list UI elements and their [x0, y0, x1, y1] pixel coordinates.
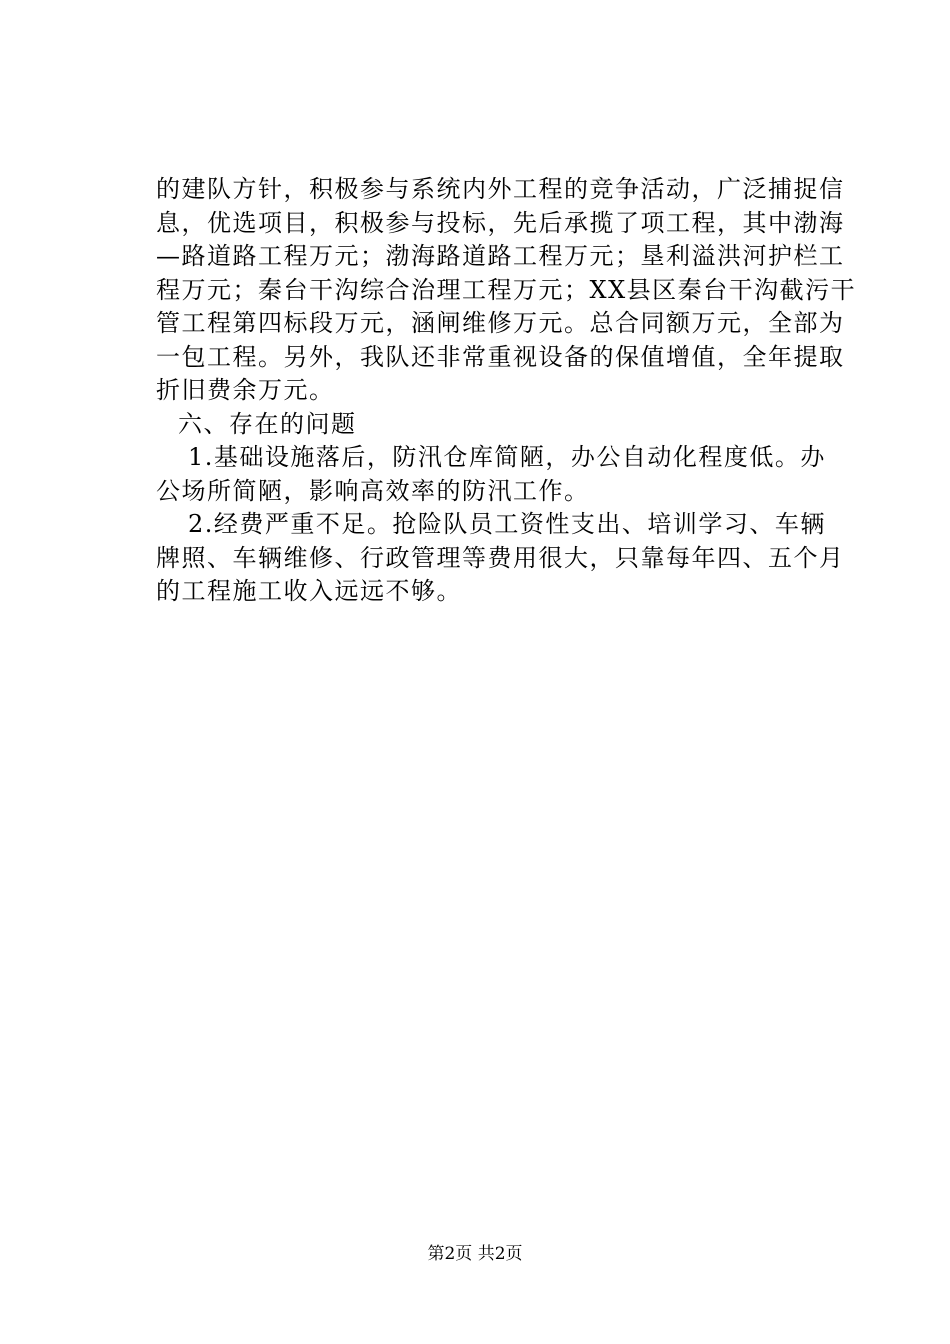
paragraph-line: 的建队方针，积极参与系统内外工程的竞争活动，广泛捕捉信 [156, 175, 845, 203]
paragraph-line: 折旧费余万元。 [156, 376, 335, 404]
list-item-line: 牌照、车辆维修、行政管理等费用很大，只靠每年四、五个月 [156, 543, 845, 572]
list-item-line: 公场所简陋，影响高效率的防汛工作。 [156, 476, 590, 505]
paragraph-line: 管工程第四标段万元，涵闸维修万元。总合同额万元，全部为 [156, 309, 845, 337]
page-number-footer: 第2页 共2页 [427, 1244, 523, 1264]
list-item [156, 441, 836, 508]
paragraph-line: 息，优选项目，积极参与投标，先后承揽了项工程，其中渤海 [156, 208, 845, 237]
list-item-line: 1.基础设施落后，防汛仓库简陋，办公自动化程度低。办 [188, 443, 826, 471]
paragraph-line: 程万元；秦台干沟综合治理工程万元；XX县区秦台干沟截污干 [156, 275, 857, 304]
list-item [156, 508, 845, 609]
paragraph [156, 173, 857, 408]
document-body [156, 173, 857, 609]
list-item-line: 2.经费严重不足。抢险队员工资性支出、培训学习、车辆 [188, 510, 826, 538]
list-item-line: 的工程施工收入远远不够。 [156, 577, 462, 605]
paragraph-line: —路道路工程万元；渤海路道路工程万元；垦利溢洪河护栏工 [156, 242, 845, 270]
paragraph-line: 一包工程。另外，我队还非常重视设备的保值增值，全年提取 [156, 342, 845, 371]
section-heading: 六、存在的问题 [178, 409, 357, 438]
